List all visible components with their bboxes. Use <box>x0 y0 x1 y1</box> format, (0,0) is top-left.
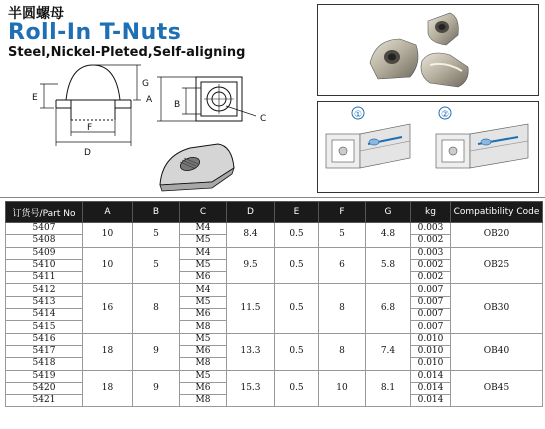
cell-part-no: 5408 <box>6 235 83 247</box>
cell-g: 7.4 <box>366 333 411 370</box>
dim-f <box>71 120 115 136</box>
header-part-no: 订货号/Part No <box>6 202 83 223</box>
profile-step-1 <box>326 124 410 168</box>
table-row <box>6 247 543 259</box>
cell-a: 10 <box>83 247 133 284</box>
dim-b <box>182 88 201 114</box>
header-c: C <box>180 202 227 223</box>
top-view <box>196 77 242 121</box>
cell-kg: 0.002 <box>411 235 451 247</box>
cell-a: 16 <box>83 284 133 333</box>
cell-kg: 0.010 <box>411 345 451 357</box>
label-g: G <box>142 79 149 89</box>
cell-c: M5 <box>180 296 227 308</box>
cell-part-no: 5419 <box>6 370 83 382</box>
cell-f: 10 <box>319 370 366 407</box>
cell-g: 4.8 <box>366 223 411 248</box>
cell-kg: 0.007 <box>411 284 451 296</box>
header-f: F <box>319 202 366 223</box>
cell-kg: 0.014 <box>411 382 451 394</box>
cell-f: 8 <box>319 284 366 333</box>
table-group <box>6 370 543 407</box>
cell-a: 18 <box>83 370 133 407</box>
step-2-marker: ② <box>441 110 450 120</box>
tnut-illustration <box>160 144 234 191</box>
cell-b: 5 <box>133 247 180 284</box>
cell-b: 9 <box>133 333 180 370</box>
header-kg: kg <box>411 202 451 223</box>
header-a: A <box>83 202 133 223</box>
cell-kg: 0.003 <box>411 247 451 259</box>
dim-g <box>95 65 141 100</box>
cell-c: M4 <box>180 284 227 296</box>
label-d: D <box>84 148 91 158</box>
cell-kg: 0.007 <box>411 321 451 333</box>
cell-part-no: 5413 <box>6 296 83 308</box>
technical-drawing <box>0 60 315 197</box>
product-title: Roll-In T-Nuts <box>8 20 182 45</box>
cell-kg: 0.014 <box>411 395 451 407</box>
cell-part-no: 5409 <box>6 247 83 259</box>
cell-e: 0.5 <box>275 370 319 407</box>
header-e: E <box>275 202 319 223</box>
cell-d: 8.4 <box>227 223 275 248</box>
cell-compatibility: OB25 <box>451 247 543 284</box>
cell-compatibility: OB30 <box>451 284 543 333</box>
cell-b: 9 <box>133 370 180 407</box>
label-a: A <box>146 95 153 105</box>
cell-c: M5 <box>180 259 227 271</box>
cell-kg: 0.003 <box>411 223 451 235</box>
cell-c: M4 <box>180 223 227 235</box>
nut-photo-1 <box>370 39 418 79</box>
label-c: C <box>260 114 267 124</box>
cell-part-no: 5410 <box>6 259 83 271</box>
profile-step-2 <box>436 124 528 168</box>
cell-part-no: 5416 <box>6 333 83 345</box>
spec-table <box>5 201 543 407</box>
cell-kg: 0.007 <box>411 309 451 321</box>
cell-part-no: 5411 <box>6 272 83 284</box>
dim-e <box>40 84 58 108</box>
header-g: G <box>366 202 411 223</box>
cell-d: 15.3 <box>227 370 275 407</box>
table-row <box>6 370 543 382</box>
cell-c: M4 <box>180 247 227 259</box>
table-group <box>6 247 543 284</box>
cell-c: M8 <box>180 321 227 333</box>
cell-c: M5 <box>180 235 227 247</box>
cell-part-no: 5412 <box>6 284 83 296</box>
cell-c: M8 <box>180 358 227 370</box>
cell-kg: 0.010 <box>411 333 451 345</box>
table-group <box>6 284 543 333</box>
product-photo <box>318 5 538 95</box>
installation-diagram <box>318 102 538 192</box>
header-d: D <box>227 202 275 223</box>
cell-c: M6 <box>180 382 227 394</box>
cell-compatibility: OB20 <box>451 223 543 248</box>
cell-kg: 0.002 <box>411 272 451 284</box>
table-row <box>6 333 543 345</box>
cell-kg: 0.014 <box>411 370 451 382</box>
cell-d: 9.5 <box>227 247 275 284</box>
label-b: B <box>174 100 181 110</box>
cell-c: M6 <box>180 272 227 284</box>
header-b: B <box>133 202 180 223</box>
label-f: F <box>87 123 93 133</box>
cell-g: 6.8 <box>366 284 411 333</box>
cell-e: 0.5 <box>275 284 319 333</box>
table-row <box>6 284 543 296</box>
cell-kg: 0.002 <box>411 259 451 271</box>
cell-c: M5 <box>180 333 227 345</box>
cell-b: 8 <box>133 284 180 333</box>
table-header-row <box>6 202 543 223</box>
cell-f: 8 <box>319 333 366 370</box>
cell-g: 8.1 <box>366 370 411 407</box>
cell-compatibility: OB40 <box>451 333 543 370</box>
section-divider <box>0 197 545 198</box>
cell-part-no: 5421 <box>6 395 83 407</box>
table-group <box>6 333 543 370</box>
installation-panel <box>317 101 539 193</box>
dim-a <box>157 77 196 121</box>
dim-d <box>56 108 131 146</box>
cell-e: 0.5 <box>275 223 319 248</box>
cell-c: M6 <box>180 309 227 321</box>
cell-a: 18 <box>83 333 133 370</box>
step-1-marker: ① <box>354 110 363 120</box>
profile-view <box>56 65 131 120</box>
cell-b: 5 <box>133 223 180 248</box>
header-compatibility: Compatibility Code <box>451 202 543 223</box>
cell-part-no: 5415 <box>6 321 83 333</box>
cell-c: M6 <box>180 345 227 357</box>
product-subtitle: Steel,Nickel-Pleted,Self-aligning <box>8 45 246 60</box>
cell-e: 0.5 <box>275 247 319 284</box>
nut-photo-3 <box>421 53 468 87</box>
cell-c: M5 <box>180 370 227 382</box>
cell-kg: 0.010 <box>411 358 451 370</box>
cell-f: 6 <box>319 247 366 284</box>
product-photo-panel <box>317 4 539 96</box>
nut-photo-2 <box>428 13 458 45</box>
cell-g: 5.8 <box>366 247 411 284</box>
chinese-title: 半圆螺母 <box>8 6 64 22</box>
cell-part-no: 5420 <box>6 382 83 394</box>
cell-d: 13.3 <box>227 333 275 370</box>
cell-a: 10 <box>83 223 133 248</box>
table-row <box>6 223 543 235</box>
cell-d: 11.5 <box>227 284 275 333</box>
cell-part-no: 5407 <box>6 223 83 235</box>
cell-c: M8 <box>180 395 227 407</box>
cell-f: 5 <box>319 223 366 248</box>
label-e: E <box>32 93 38 103</box>
cell-part-no: 5418 <box>6 358 83 370</box>
table-group <box>6 223 543 248</box>
cell-part-no: 5417 <box>6 345 83 357</box>
cell-kg: 0.007 <box>411 296 451 308</box>
cell-compatibility: OB45 <box>451 370 543 407</box>
cell-part-no: 5414 <box>6 309 83 321</box>
cell-e: 0.5 <box>275 333 319 370</box>
